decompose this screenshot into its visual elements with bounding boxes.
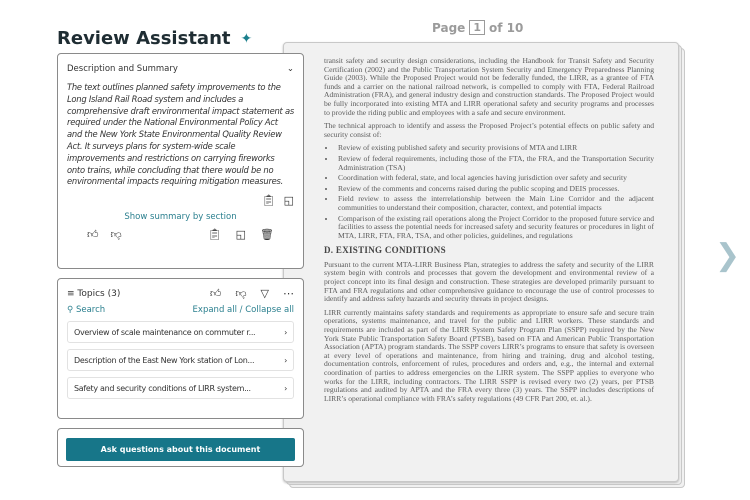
topic-label: Safety and security conditions of LIRR system... — [74, 383, 251, 393]
summary-card — [57, 53, 304, 269]
page-number-input[interactable]: 1 — [469, 20, 485, 35]
thumbs-up-icon[interactable]: 👍︎ — [87, 228, 99, 242]
expand-collapse-link[interactable]: Expand all / Collapse all — [192, 305, 294, 315]
trash-icon[interactable]: 🗑︎ — [260, 228, 274, 242]
chevron-right-icon: › — [284, 383, 287, 393]
doc-paragraph: transit safety and security design considerations, including the Handbook for Transit Safety and Security Certification (2002) and the Public Transportation System Security and Emergency Preparedness Planning Guide (2003). While the Proposed Project would not be federally funded, the LIRR, as a grantee of FTA funds and a carrier on the national railroad network, is compelled to comply with FTA, Federal Railroad Administration (FRA), and general industry design and construction standards. The Proposed Project would be fully incorporated into existing MTA and LIRR operational safety and security programs and processes to provide the riding public and employees with a safe and secure environment. — [324, 56, 654, 117]
page-title: Review Assistant — [57, 28, 231, 49]
doc-bullet-list — [336, 144, 654, 240]
summary-heading: Description and Summary — [67, 64, 178, 74]
doc-bullet: • Review of existing published safety and security provisions of MTA and LIRR — [336, 144, 654, 153]
thumbs-down-icon[interactable]: 👎︎ — [110, 228, 122, 242]
doc-paragraph: Pursuant to the current MTA-LIRR Business Plan, strategies to address the safety and security of the LIRR system begin with controls and processes that govern the development and environmental review of a project concept into its final design and construction. These strategies are developed primarily pursuant to FTA and FRA regulations and other comprehensive guidance to encourage the use of control processes to identify and address safety hazards and security threats in project designs. — [324, 259, 654, 304]
note-icon[interactable]: ◱ — [235, 228, 247, 242]
doc-bullet: • Comparison of the existing rail operations along the Project Corridor to the proposed future service and facilities to assess the potential needs for increased safety and security features or procedures in light of MTA, LIRR, FTA, FRA, TSA, and other policies, guidelines, and regulations — [336, 215, 654, 241]
note-icon[interactable]: ◱ — [283, 194, 294, 208]
copy-icon[interactable]: 📋︎ — [261, 194, 276, 208]
thumbs-down-icon[interactable]: 👎︎ — [235, 287, 247, 300]
doc-bullet: • Review of federal requirements, including those of the FTA, the FRA, and the Transportation Security Administration (TSA) — [336, 155, 654, 172]
more-icon[interactable]: ⋯ — [283, 287, 294, 300]
menu-icon[interactable]: ≡ — [67, 288, 75, 299]
filter-icon[interactable]: ▽ — [260, 287, 269, 300]
chevron-down-icon[interactable]: ⌄ — [286, 64, 294, 74]
page-total: of 10 — [488, 20, 524, 35]
doc-bullet: • Review of the comments and concerns raised during the public scoping and DEIS processes. — [336, 185, 654, 194]
doc-bullet: • Field review to assess the interrelationship between the Main Line Corridor and the adjacent communities to understand their composition, character, context, and potential impacts — [336, 195, 654, 212]
copy-icon[interactable]: 📋︎ — [207, 228, 222, 242]
chevron-right-icon: › — [284, 355, 287, 365]
topics-card — [57, 278, 304, 419]
topic-item[interactable] — [67, 321, 294, 343]
topic-item[interactable] — [67, 377, 294, 399]
search-icon: ⚲ — [67, 305, 74, 315]
topic-label: Description of the East New York station of Lon... — [74, 355, 255, 365]
topic-item[interactable] — [67, 349, 294, 371]
thumbs-up-icon[interactable]: 👍︎ — [209, 287, 222, 300]
show-summary-by-section-link[interactable]: Show summary by section — [124, 212, 237, 223]
page-indicator — [432, 20, 523, 35]
page-label: Page — [432, 20, 466, 35]
ask-card — [57, 428, 304, 467]
doc-bullet: • Coordination with federal, state, and local agencies having jurisdiction over safety and security — [336, 174, 654, 183]
topics-heading: Topics (3) — [77, 288, 121, 299]
topic-label: Overview of scale maintenance on commuter r... — [74, 327, 256, 337]
doc-paragraph: The technical approach to identify and assess the Proposed Project’s potential effects on public safety and security consist of: — [324, 121, 654, 139]
doc-section-heading: D. EXISTING CONDITIONS — [324, 245, 446, 256]
next-page-arrow-icon[interactable]: ❯ — [715, 238, 741, 273]
ask-questions-button[interactable]: Ask questions about this document — [66, 438, 295, 461]
search-button[interactable] — [67, 305, 105, 315]
doc-paragraph: LIRR currently maintains safety standards and requirements as appropriate to ensure safe and secure train operations, systems maintenance, and travel for the public and LIRR workers. These standards and requirements are included as part of the LIRR System Safety Program Plan (SSPP) required by the New York State Public Transportation Safety Board (PTSB), based on FTA and American Public Transportation Association (APTA) program standards. The SSPP covers LIRR’s programs to ensure that safety is overseen at every level of operations and maintenance, from hiring and training, drug and alcohol testing, documentation controls, enforcement of rules, procedures and orders and, e.g., the internal and external coordination of parties to address emergencies on the LIRR system. The SSPP applies to everyone who works for the LIRR, including contractors. The LIRR SSPP is revised every two (2) years, per PTSB regulations and audited by APTA and the FRA every three (3) years. The SSPP includes descriptions of LIRR’s operational compliance with FRA’s safety regulations (49 CFR Part 200, et. al.). — [324, 307, 654, 403]
app-title — [57, 28, 252, 49]
sparkle-icon: ✦ — [240, 30, 253, 47]
search-label: Search — [75, 305, 106, 315]
summary-text: The text outlines planned safety improvements to the Long Island Rail Road system and includes a comprehensive draft environmental impact statement as required under the National Environmental Policy Act and the New York State Environmental Quality Review Act. It surveys plans for system-wide scale improvements and restrictions on carrying fireworks onto trains, while concluding that there would be no environmental impacts requiring mitigation measures. — [67, 82, 294, 187]
chevron-right-icon: › — [284, 327, 287, 337]
document-page — [283, 42, 679, 482]
